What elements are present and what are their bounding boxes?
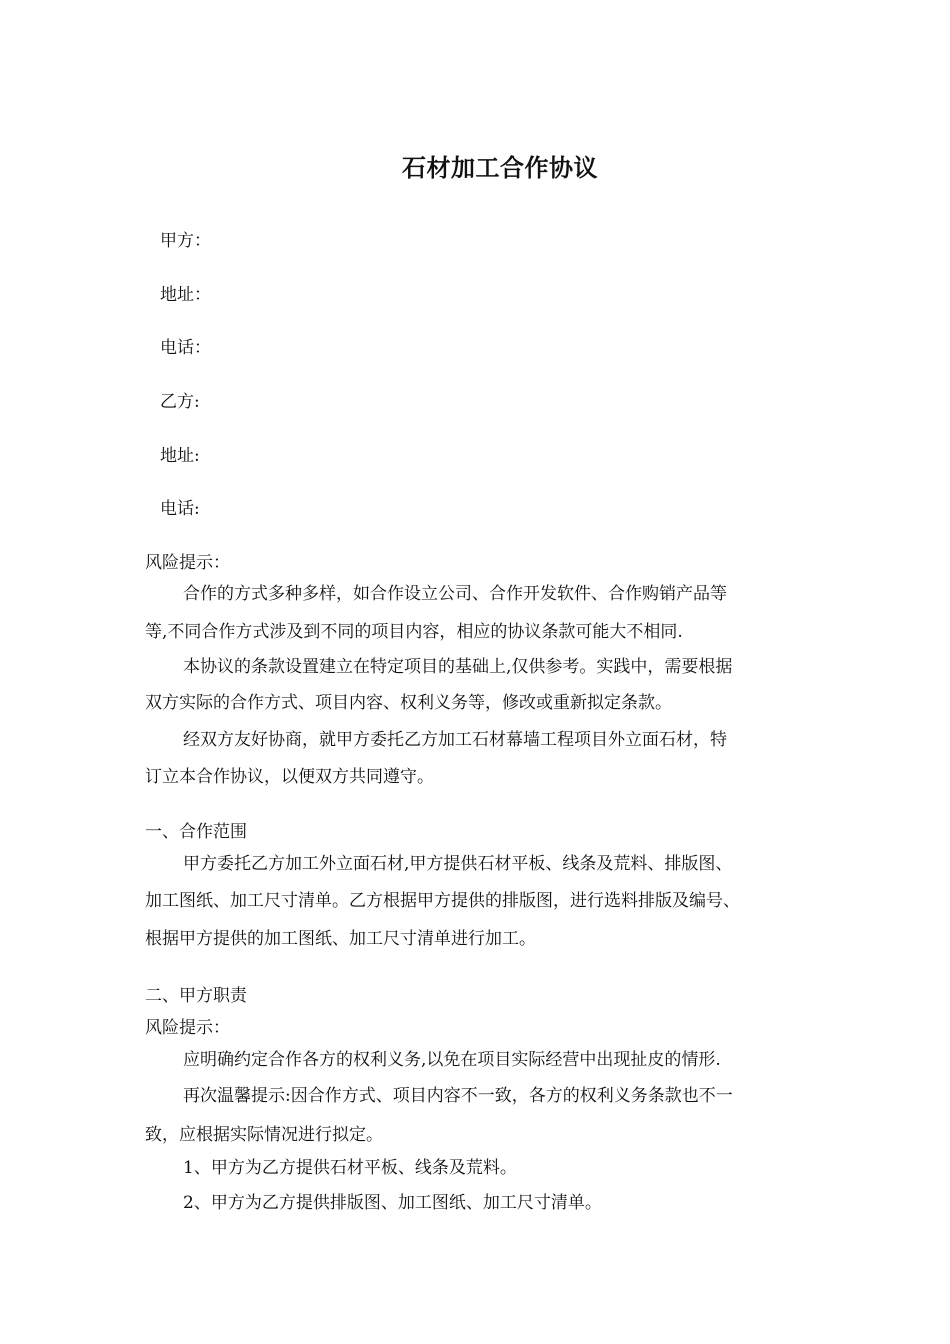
section-heading-cooperation-scope: 一、合作范围 [145, 822, 247, 842]
paragraph-line: 双方实际的合作方式、项目内容、权利义务等，修改或重新拟定条款。 [145, 693, 672, 713]
paragraph-line: 等,不同合作方式涉及到不同的项目内容，相应的协议条款可能大不相同. [145, 622, 683, 642]
paragraph-line: 根据甲方提供的加工图纸、加工尺寸清单进行加工。 [145, 929, 536, 949]
party-a-label: 甲方： [160, 231, 211, 251]
party-b-address-label: 地址: [160, 446, 200, 466]
document-title: 石材加工合作协议 [402, 153, 598, 182]
section-heading-party-a-duties: 二、甲方职责 [145, 986, 247, 1006]
party-a-address-label: 地址： [160, 285, 211, 305]
paragraph-line: 订立本合作协议，以便双方共同遵守。 [145, 767, 434, 787]
paragraph-line: 加工图纸、加工尺寸清单。乙方根据甲方提供的排版图，进行选料排版及编号、 [145, 891, 740, 911]
list-item: 1、甲方为乙方提供石材平板、线条及荒料。 [183, 1158, 517, 1178]
paragraph-line: 本协议的条款设置建立在特定项目的基础上,仅供参考。实践中，需要根据 [183, 657, 733, 677]
paragraph-line: 再次温馨提示:因合作方式、项目内容不一致，各方的权利义务条款也不一 [183, 1086, 733, 1106]
paragraph-line: 合作的方式多种多样，如合作设立公司、合作开发软件、合作购销产品等 [183, 584, 727, 604]
paragraph-line: 甲方委托乙方加工外立面石材,甲方提供石材平板、线条及荒料、排版图、 [183, 854, 733, 874]
party-b-phone-label: 电话: [160, 499, 200, 519]
paragraph-line: 致，应根据实际情况进行拟定。 [145, 1125, 383, 1145]
risk-notice-heading: 风险提示： [145, 1018, 230, 1038]
paragraph-line: 经双方友好协商，就甲方委托乙方加工石材幕墙工程项目外立面石材，特 [183, 730, 727, 750]
party-b-label: 乙方: [160, 392, 200, 412]
list-item: 2、甲方为乙方提供排版图、加工图纸、加工尺寸清单。 [183, 1193, 602, 1213]
paragraph-line: 应明确约定合作各方的权利义务,以免在项目实际经营中出现扯皮的情形. [183, 1050, 721, 1070]
risk-notice-heading: 风险提示： [145, 553, 230, 573]
party-a-phone-label: 电话： [160, 338, 211, 358]
